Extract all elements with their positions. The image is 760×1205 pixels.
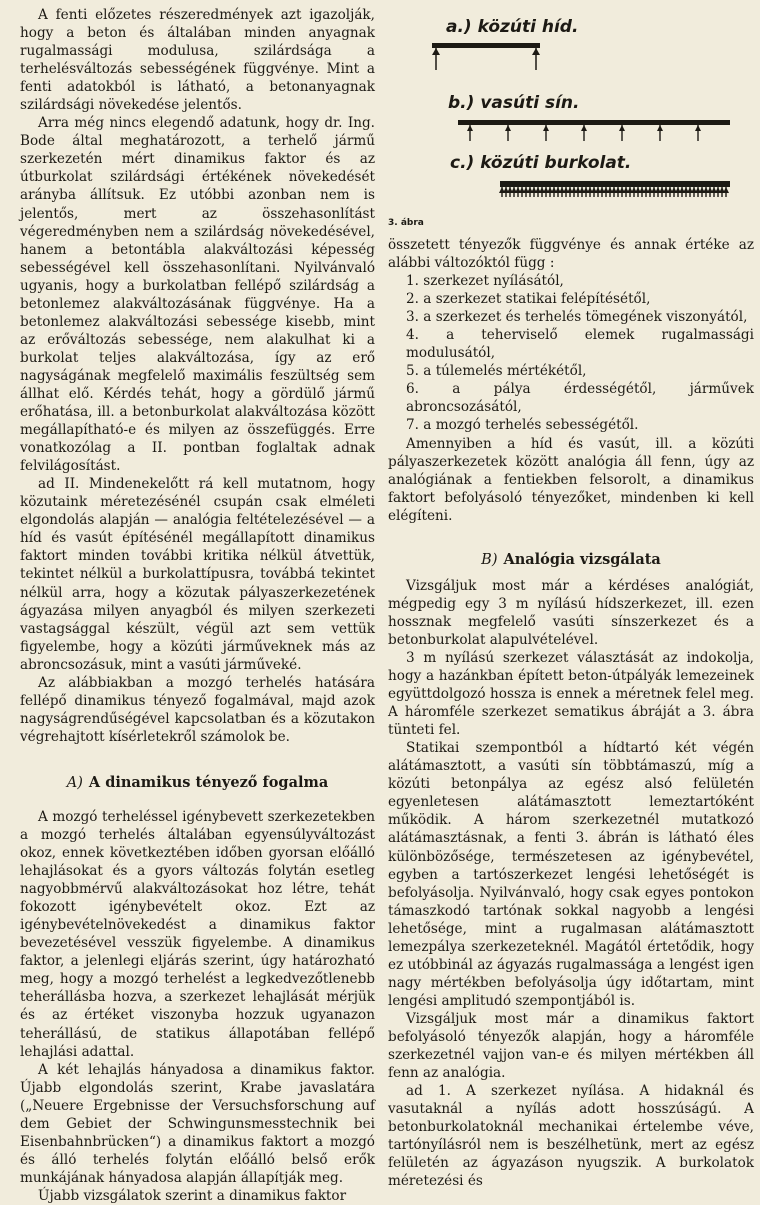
structure-schematic: [388, 6, 754, 236]
figure-3: [388, 6, 754, 236]
paragraph: Amennyiben a híd és vasút, ill. a közúti pályaszerkezetek között analógia áll fenn, úgy az analógiának a fentiekben felsorolt, a dinamikus faktort befolyásoló tényezőket, mindenben ki kell elégíteni.: [388, 435, 754, 524]
figure-caption: 3. ábra: [388, 218, 424, 228]
paragraph: Vizsgáljuk most már a dinamikus faktort befolyásoló tényezők alapján, hogy a háromféle szerkezetnél vajjon van-e és milyen mértékben áll fenn az analógia.: [388, 1010, 754, 1082]
paragraph: A mozgó terheléssel igénybevett szerkezetekben a mozgó terhelés általában egyensúlyváltozást okoz, ennek következtében időben gyorsan előálló lehajlásokat és a gyors változás folytán esetleg nagyobbmérvű alakváltozásokat hoz létre, tehát fokozott igénybevételt okoz. Ezt az igénybevételnövekedést a dinamikus faktor bevezetésével vesszük figyelembe. A dinamikus faktor, a jelenlegi eljárás szerint, úgy határozható meg, hogy a mozgó terhelést a legkedvezőtlenebb teherállásba hozva, a szerkezet lehajlását mérjük és az értéket viszonyba hozzuk ugyanazon teherállású, de statikus állapotában fellépő lehajlási adattal.: [20, 808, 375, 1060]
list-item: 4. a teherviselő elemek rugalmassági modulusától,: [406, 327, 754, 362]
rail-support-arrow-head: [695, 125, 701, 131]
list-item: 6. a pálya érdességétől, járművek abroncsozásától,: [406, 381, 754, 416]
list-item: 7. a mozgó terhelés sebességétől.: [406, 417, 639, 434]
rail-beam: [458, 120, 730, 141]
section-letter: B): [481, 551, 498, 568]
list-item: 2. a szerkezet statikai felépítésétől,: [406, 291, 651, 308]
rail-support-arrow-head: [543, 125, 549, 131]
paragraph: Vizsgáljuk most már a kérdéses analógiát, mégpedig egy 3 m nyílású hídszerkezet, ill. ezen hossznak megfelelő vasúti sínszerkezet és a betonburkolat alapulvételével.: [388, 577, 754, 648]
paragraph: 3 m nyílású szerkezet választását az indokolja, hogy a hazánkban épített beton-útpályák lemezeinek együttdolgozó hossza is ennek a méretnek felel meg. A háromféle szerkezet sematikus ábráját a 3. ábra tünteti fel.: [388, 649, 754, 739]
paragraph: A fenti előzetes részeredmények azt igazolják, hogy a beton és általában minden anyagnak rugalmassági modulusa, szilárdsága a terhelésváltozás sebességének függvénye. Mint a fenti adatokból is látható, a betonanyagnak szilárdsági növekedése jelentős.: [20, 7, 375, 114]
section-heading-b: [388, 551, 754, 569]
label-rail: b.) vasúti sín.: [448, 93, 580, 113]
section-title: Analógia vizsgálata: [503, 550, 661, 568]
right-column: [388, 6, 754, 1190]
factor-list: [388, 272, 754, 434]
paragraph: A két lehajlás hányadosa a dinamikus faktor. Újabb elgondolás szerint, Krabe javaslatára („Neuere Ergebnisse der Versuchsforschung auf dem Gebiet der Schwingunsmesstechnik bei Eisenbahnbrücken“) a dinamikus faktort a mozgó és álló terhelés folytán előálló belső erők munkájának hányadosa alapján állapítják meg.: [20, 1061, 375, 1186]
paragraph: Statikai szempontból a hídtartó két végén alátámasztott, a vasúti sín többtámaszú, míg a közúti betonpálya az egész alsó felületén egyenletesen alátámasztott lemeztartóként működik. A három szerkezetnél mutatkozó alátámasztásnak, a fenti 3. ábrán is látható éles különbözősége, természetesen az igénybevétel, egyben a tartószerkezet lengési lehetőségét is befolyásolja. Nyilvánvaló, hogy csak egyes pontokon támaszkodó tartónak sokkal nagyobb a lengési lehetősége, mint a rugalmasan alátámasztott lemezpálya szerkezeteknél. Magától értetődik, hogy ez utóbbinál az ágyazás rugalmassága a lengést igen nagy mértékben befolyásolja úgy időtartam, mint lengési amplitudó szempontjából is.: [388, 740, 754, 1009]
section-letter: A): [66, 774, 83, 791]
rail-support-arrow-head: [581, 125, 587, 131]
label-bridge: a.) közúti híd.: [446, 17, 579, 37]
rail-support-arrow-head: [505, 125, 511, 131]
paragraph: ad 1. A szerkezet nyílása. A hidaknál és vasutaknál a nyílás adott hosszúságú. A betonburkolatoknál mechanikai értelembe véve, tartónyílásról nem is beszélhetünk, mert az egész felületén az ágyazáson nyugszik. A burkolatok méretezési és: [388, 1083, 754, 1190]
pavement-support-arrow-head: [723, 187, 729, 193]
left-column: [20, 6, 375, 1205]
paragraph: Az alábbiakban a mozgó terhelés hatására fellépő dinamikus tényező fogalmával, majd azok nagyságrendűségével kapcsolatban és a közutakon végrehajtott kísérletekről számolok be.: [20, 674, 375, 745]
paragraph: Újabb vizsgálatok szerint a dinamikus faktor: [38, 1187, 347, 1204]
paragraph: ad II. Mindenekelőtt rá kell mutatnom, hogy közutaink méretezésénél csupán csak elméleti elgondolás alapján — analógia feltételezésével — a híd és vasút építésénél megállapított dinamikus faktort minden további kritika nélkül átvettük, tekintet nélkül a burkolattípusra, továbbá tekintet nélkül arra, hogy a közutak pályaszerkezetének ágyazása milyen anyagból és milyen szerkezeti vastagsággal készült, végül azt sem vettük figyelembe, hogy a közúti járműveknek más az abroncsozásuk, mint a vasúti járműveké.: [20, 476, 375, 673]
list-item: 3. a szerkezet és terhelés tömegének viszonyától,: [406, 309, 748, 326]
paragraph: Arra még nincs elegendő adatunk, hogy dr. Ing. Bode által meghatározott, a terhelő jármű szerkezetén mért dinamikus faktor és az útburkolat szilárdsági értékének növekedését arányba állítsuk. Ez utóbbi azonban nem is jelentős, mert az összehasonlítást végeredményben nem a szilárdság növekedésével, hanem a betontábla alakváltozási képesség sebességével kell összehasonlítani. Nyilvánvaló ugyanis, hogy a burkolatban fellépő szilárdság a betonlemez alakváltozásának függvénye. Ha a betonlemez alakváltozási sebessége kisebb, mint az erőváltozás sebessége, nem alakulhat ki a burkolat teljes alakváltozása, így az erő nagyságának megfelelő maximális feszültség sem állhat elő. Kérdés tehát, hogy a gördülő jármű erőhatása, ill. a betonburkolat alakváltozása között megállapítható-e és milyen az összefüggés. Erre vonatkozólag a II. pontban foglaltak adnak felvilágosítást.: [20, 115, 375, 475]
rail-support-arrow-head: [619, 125, 625, 131]
section-heading-a: [20, 774, 375, 792]
rail-support-arrow-head: [467, 125, 473, 131]
bridge-beam: [432, 43, 540, 70]
section-title: A dinamikus tényező fogalma: [88, 773, 329, 791]
list-item: 5. a túlemelés mértékétől,: [406, 363, 587, 380]
list-item: 1. szerkezet nyílásától,: [406, 273, 564, 290]
pavement-slab: [499, 181, 730, 197]
paragraph: összetett tényezők függvénye és annak értéke az alábbi változóktól függ :: [388, 237, 754, 272]
rail-support-arrow-head: [657, 125, 663, 131]
label-pavement: c.) közúti burkolat.: [450, 153, 632, 173]
